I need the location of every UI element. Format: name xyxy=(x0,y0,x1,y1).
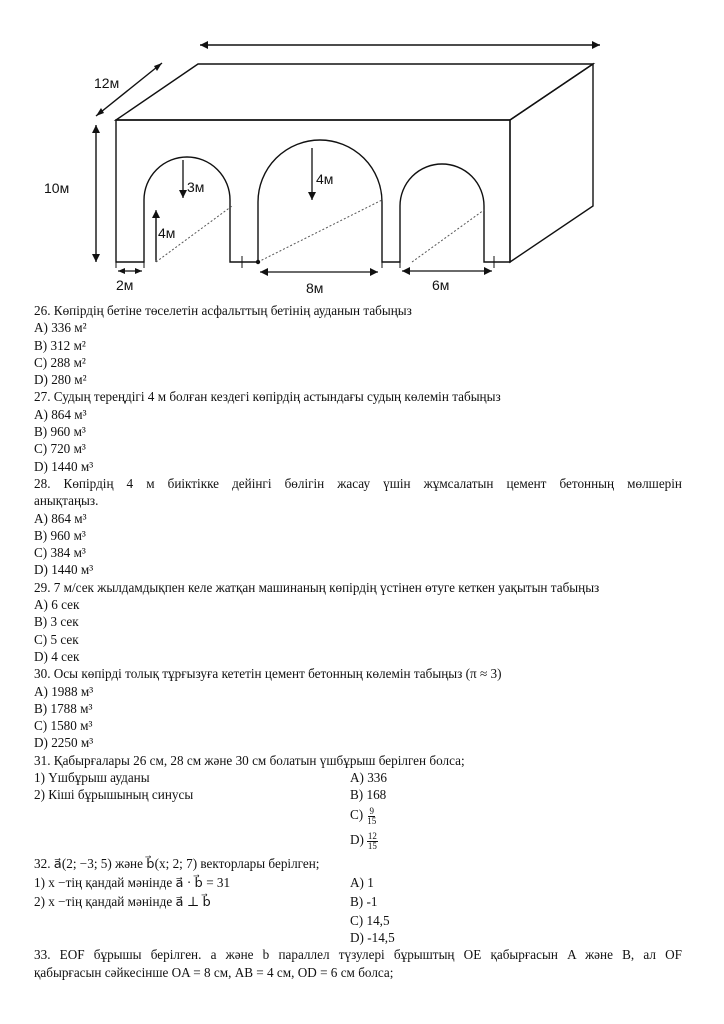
q32-item-2: 2) x −тің қандай мәнінде a⃗ ⊥ b⃗ xyxy=(34,894,211,910)
q32-row-2 xyxy=(34,893,682,912)
q26-question: 26. Көпірдің бетіне төселетін асфальттың бетінің ауданын табыңыз xyxy=(34,303,412,318)
arch-small-side-label: 4м xyxy=(158,225,176,241)
q32-row-1 xyxy=(34,874,682,893)
q28-question-line1: 28. Көпірдің 4 м биіктікке дейінгі бөлігін жасау үшін жұмсалатын цемент бетонның мөлшерін xyxy=(34,475,682,491)
q29-option-c: C) 5 сек xyxy=(34,631,79,647)
q31-option-d: D) $\frac{12}{15}$ xyxy=(350,830,377,851)
dotted-line-2 xyxy=(258,200,382,262)
q26-option-d: D) 280 м² xyxy=(34,372,87,388)
q32-row-3 xyxy=(34,912,682,929)
gap-label: 2м xyxy=(116,277,134,293)
q29-option-d: D) 4 сек xyxy=(34,648,80,664)
q32-row-4 xyxy=(34,929,682,946)
q26-option-a: A) 336 м² xyxy=(34,320,87,336)
big-span-label: 8м xyxy=(306,280,324,296)
q31-row-1 xyxy=(34,769,682,786)
q31-row-2 xyxy=(34,786,682,803)
q32-question: 32. a⃗(2; −3; 5) және b⃗(x; 2; 7) векторлары берілген; xyxy=(34,855,320,871)
q32-option-b: B) -1 xyxy=(350,894,378,910)
q27-option-b: B) 960 м³ xyxy=(34,424,86,440)
small-span-label: 6м xyxy=(432,277,450,293)
q31-item-2: 2) Кіші бұрышының синусы xyxy=(34,787,194,803)
bridge-side-face xyxy=(510,64,593,262)
q32-option-c: C) 14,5 xyxy=(350,912,390,928)
q31-row-3 xyxy=(34,804,682,829)
q31-option-b: B) 168 xyxy=(350,787,387,803)
q27-option-c: C) 720 м³ xyxy=(34,441,86,457)
q31-option-a: A) 336 xyxy=(350,770,387,786)
q33-question-line2: қабырғасын сәйкесінше OA = 8 см, AB = 4 см, OD = 6 см болса; xyxy=(34,964,394,980)
bridge-figure xyxy=(0,0,724,300)
q31-row-4 xyxy=(34,829,682,854)
q30-option-c: C) 1580 м³ xyxy=(34,718,93,734)
q27-question: 27. Судың тереңдігі 4 м болған кездегі көпірдің астындағы судың көлемін табыңыз xyxy=(34,389,501,405)
width-label: 12м xyxy=(94,75,120,91)
arch-small-top-label: 3м xyxy=(187,179,205,195)
question-list xyxy=(34,302,682,981)
q28-option-b: B) 960 м³ xyxy=(34,527,86,543)
q28-option-c: C) 384 м³ xyxy=(34,545,86,561)
q30-question: 30. Осы көпірді толық тұрғызуға кететін цемент бетонның көлемін табыңыз (π ≈ 3) xyxy=(34,666,502,682)
q31-question: 31. Қабырғалары 26 см, 28 см және 30 см болатын үшбұрыш берілген болса; xyxy=(34,752,465,768)
q32-option-d: D) -14,5 xyxy=(350,929,395,945)
q30-option-d: D) 2250 м³ xyxy=(34,735,94,751)
q32-option-a: A) 1 xyxy=(350,875,374,891)
q28-question-line2: анықтаңыз. xyxy=(34,493,99,509)
q30-option-a: A) 1988 м³ xyxy=(34,683,94,699)
height-label: 10м xyxy=(44,180,70,196)
q31-option-c: C) $\frac{9}{15}$ xyxy=(350,805,377,826)
q29-option-b: B) 3 сек xyxy=(34,614,79,630)
q26-option-b: B) 312 м² xyxy=(34,337,86,353)
q33-question-line1: 33. EOF бұрышы берілген. a және b параллел түзулері бұрыштың OE қабырғасын A және B, ал OF xyxy=(34,947,682,963)
q26-option-c: C) 288 м² xyxy=(34,354,86,370)
dotted-line-3 xyxy=(412,210,484,262)
q27-option-d: D) 1440 м³ xyxy=(34,458,94,474)
q30-option-b: B) 1788 м³ xyxy=(34,700,93,716)
q27-option-a: A) 864 м³ xyxy=(34,406,87,422)
q29-question: 29. 7 м/сек жылдамдықпен келе жатқан машинаның көпірдің үстінен өтуге кеткен уақытын табыңыз xyxy=(34,579,600,595)
q31-item-1: 1) Үшбұрыш ауданы xyxy=(34,770,150,786)
q28-option-a: A) 864 м³ xyxy=(34,510,87,526)
q29-option-a: A) 6 сек xyxy=(34,597,80,613)
q32-item-1: 1) x −тің қандай мәнінде a⃗ · b⃗ = 31 xyxy=(34,875,231,891)
arch-big-top-label: 4м xyxy=(316,171,334,187)
q28-option-d: D) 1440 м³ xyxy=(34,562,94,578)
